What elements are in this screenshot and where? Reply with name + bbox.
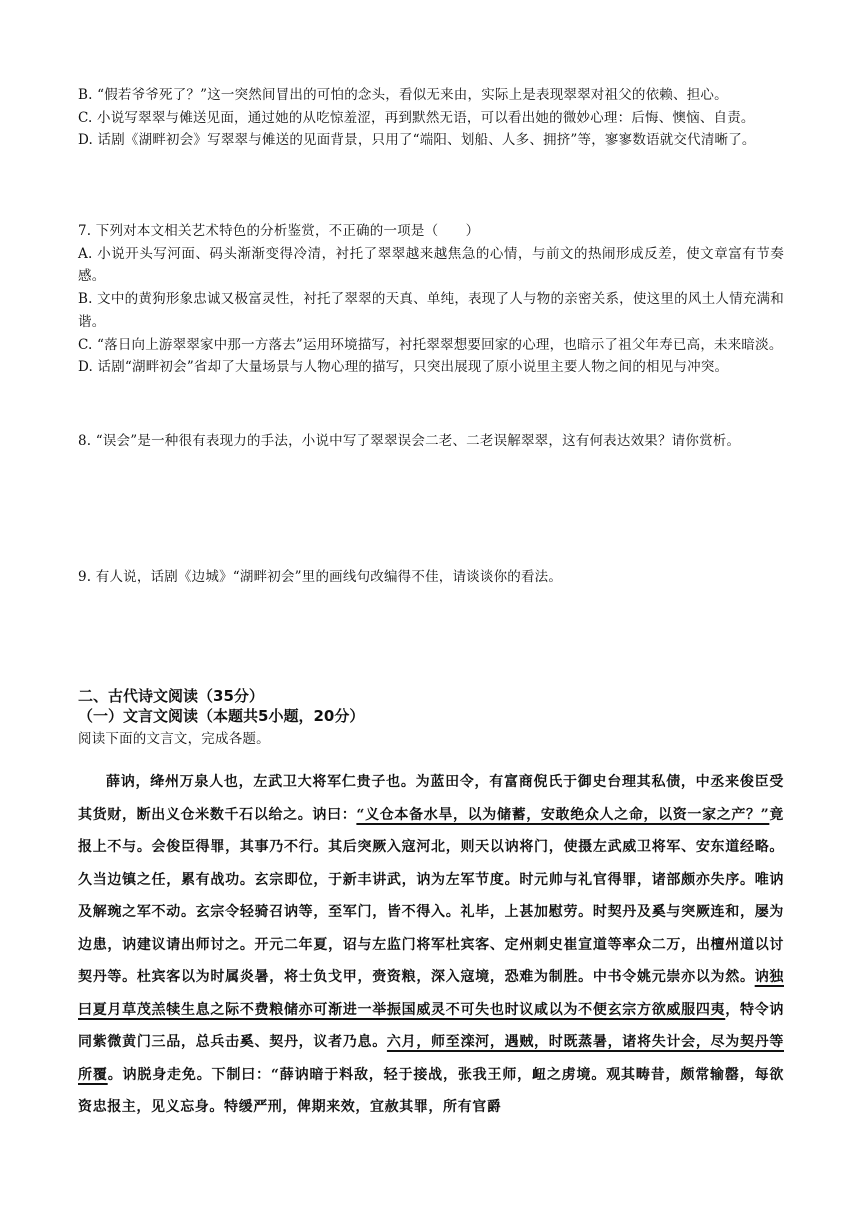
passage-segment-4: 。讷脱身走免。下制曰：“薛讷暗于料敌，轻于接战，张我王师，衄之虏境。观其畴昔，颇常输罄，每欲资忠报主，见义忘身。特缓严刑，俾期来效，宜赦其罪，所有官爵: [78, 1066, 785, 1115]
question-7: [78, 220, 784, 379]
underlined-sentence-3: 六月，师至滦河，遇贼，时既蒸暑，诸将失计会，尽为契丹等所覆: [78, 1034, 784, 1083]
underlined-sentence-2: 讷独曰夏月草茂羔犊生息之际不费粮储亦可渐进一举振国威灵不可失也时议咸以为不便玄宗方欲威服四夷: [78, 969, 784, 1018]
passage-segment-3: ，特令讷同紫微黄门三品，总兵击奚、契丹，议者乃息。: [78, 1001, 784, 1050]
q6-option-c: C. 小说写翠翠与傩送见面，通过她的从吃惊羞涩，再到默然无语，可以看出她的微妙心理：后悔、懊恼、自责。: [78, 109, 755, 126]
q6-options: [78, 84, 784, 152]
section-instruction: 阅读下面的文言文，完成各题。: [78, 731, 270, 747]
underlined-sentence-1: “义仓本备水旱，以为储蓄，安敢绝众人之命，以资一家之产？”: [356, 806, 770, 823]
classical-passage: [78, 766, 784, 1124]
passage-text: [78, 766, 784, 1124]
passage-segment-1: 薛讷，绛州万泉人也，左武卫大将军仁贵子也。为蓝田令，有富商倪氏于御史台理其私债，中丞来俊臣受其货财，断出义仓米数千石以给之。讷曰：: [78, 774, 784, 823]
q9-text: 9. 有人说，话剧《边城》“湖畔初会”里的画线句改编得不佳，请谈谈你的看法。: [78, 569, 563, 585]
section-subtitle: （一）文言文阅读（本题共5小题，20分）: [78, 707, 365, 725]
q7-option-d: D. 话剧“湖畔初会”省却了大量场景与人物心理的描写，只突出展现了原小说里主要人物之间的相见与冲突。: [78, 359, 729, 376]
section-title: 二、古代诗文阅读（35分）: [78, 687, 264, 705]
q6-option-d: D. 话剧《湖畔初会》写翠翠与傩送的见面背景，只用了“端阳、划船、人多、拥挤”等，寥寥数语就交代清晰了。: [78, 132, 756, 149]
q7-option-a: A. 小说开头写河面、码头渐渐变得冷清，衬托了翠翠越来越焦急的心情，与前文的热闹形成反差，使文章富有节奏感。: [78, 245, 784, 285]
q7-option-b: B. 文中的黄狗形象忠诚又极富灵性，衬托了翠翠的天真、单纯，表现了人与物的亲密关系，使这里的风土人情充满和谐。: [78, 291, 784, 330]
question-8: [78, 430, 784, 453]
section-2-header: [78, 686, 784, 751]
q6-option-b: B. “假若爷爷死了？”这一突然间冒出的可怕的念头，看似无来由，实际上是表现翠翠对祖父的依赖、担心。: [78, 87, 728, 103]
q8-text: 8. “误会”是一种很有表现力的手法，小说中写了翠翠误会二老、二老误解翠翠，这有何表达效果？请你赏析。: [78, 433, 741, 449]
passage-segment-2: 竟报上不与。会俊臣得罪，其事乃不行。其后突厥入寇河北，则天以讷将门，使摄左武威卫将军、安东道经略。久当边镇之任，累有战功。玄宗即位，于新丰讲武，讷为左军节度。时元帅与礼官得罪，诸部颇亦失序。唯讷及解琬之军不动。玄宗令轻骑召讷等，至军门，皆不得入。礼毕，上甚加慰劳。时契丹及奚与突厥连和，屡为边患，讷建议请出师讨之。开元二年夏，诏与左监门将军杜宾客、定州刺史崔宣道等率众二万，出檀州道以讨契丹等。杜宾客以为时属炎暑，将士负戈甲，赍资粮，深入寇境，恐难为制胜。中书令姚元崇亦以为然。: [78, 806, 784, 985]
q7-stem: 7. 下列对本文相关艺术特色的分析鉴赏，不正确的一项是（ ）: [78, 223, 480, 239]
q7-option-c: C. “落日向上游翠翠家中那一方落去”运用环境描写，衬托翠翠想要回家的心理，也暗示了祖父年寿已高，未来暗淡。: [78, 336, 783, 353]
question-9: [78, 566, 784, 589]
